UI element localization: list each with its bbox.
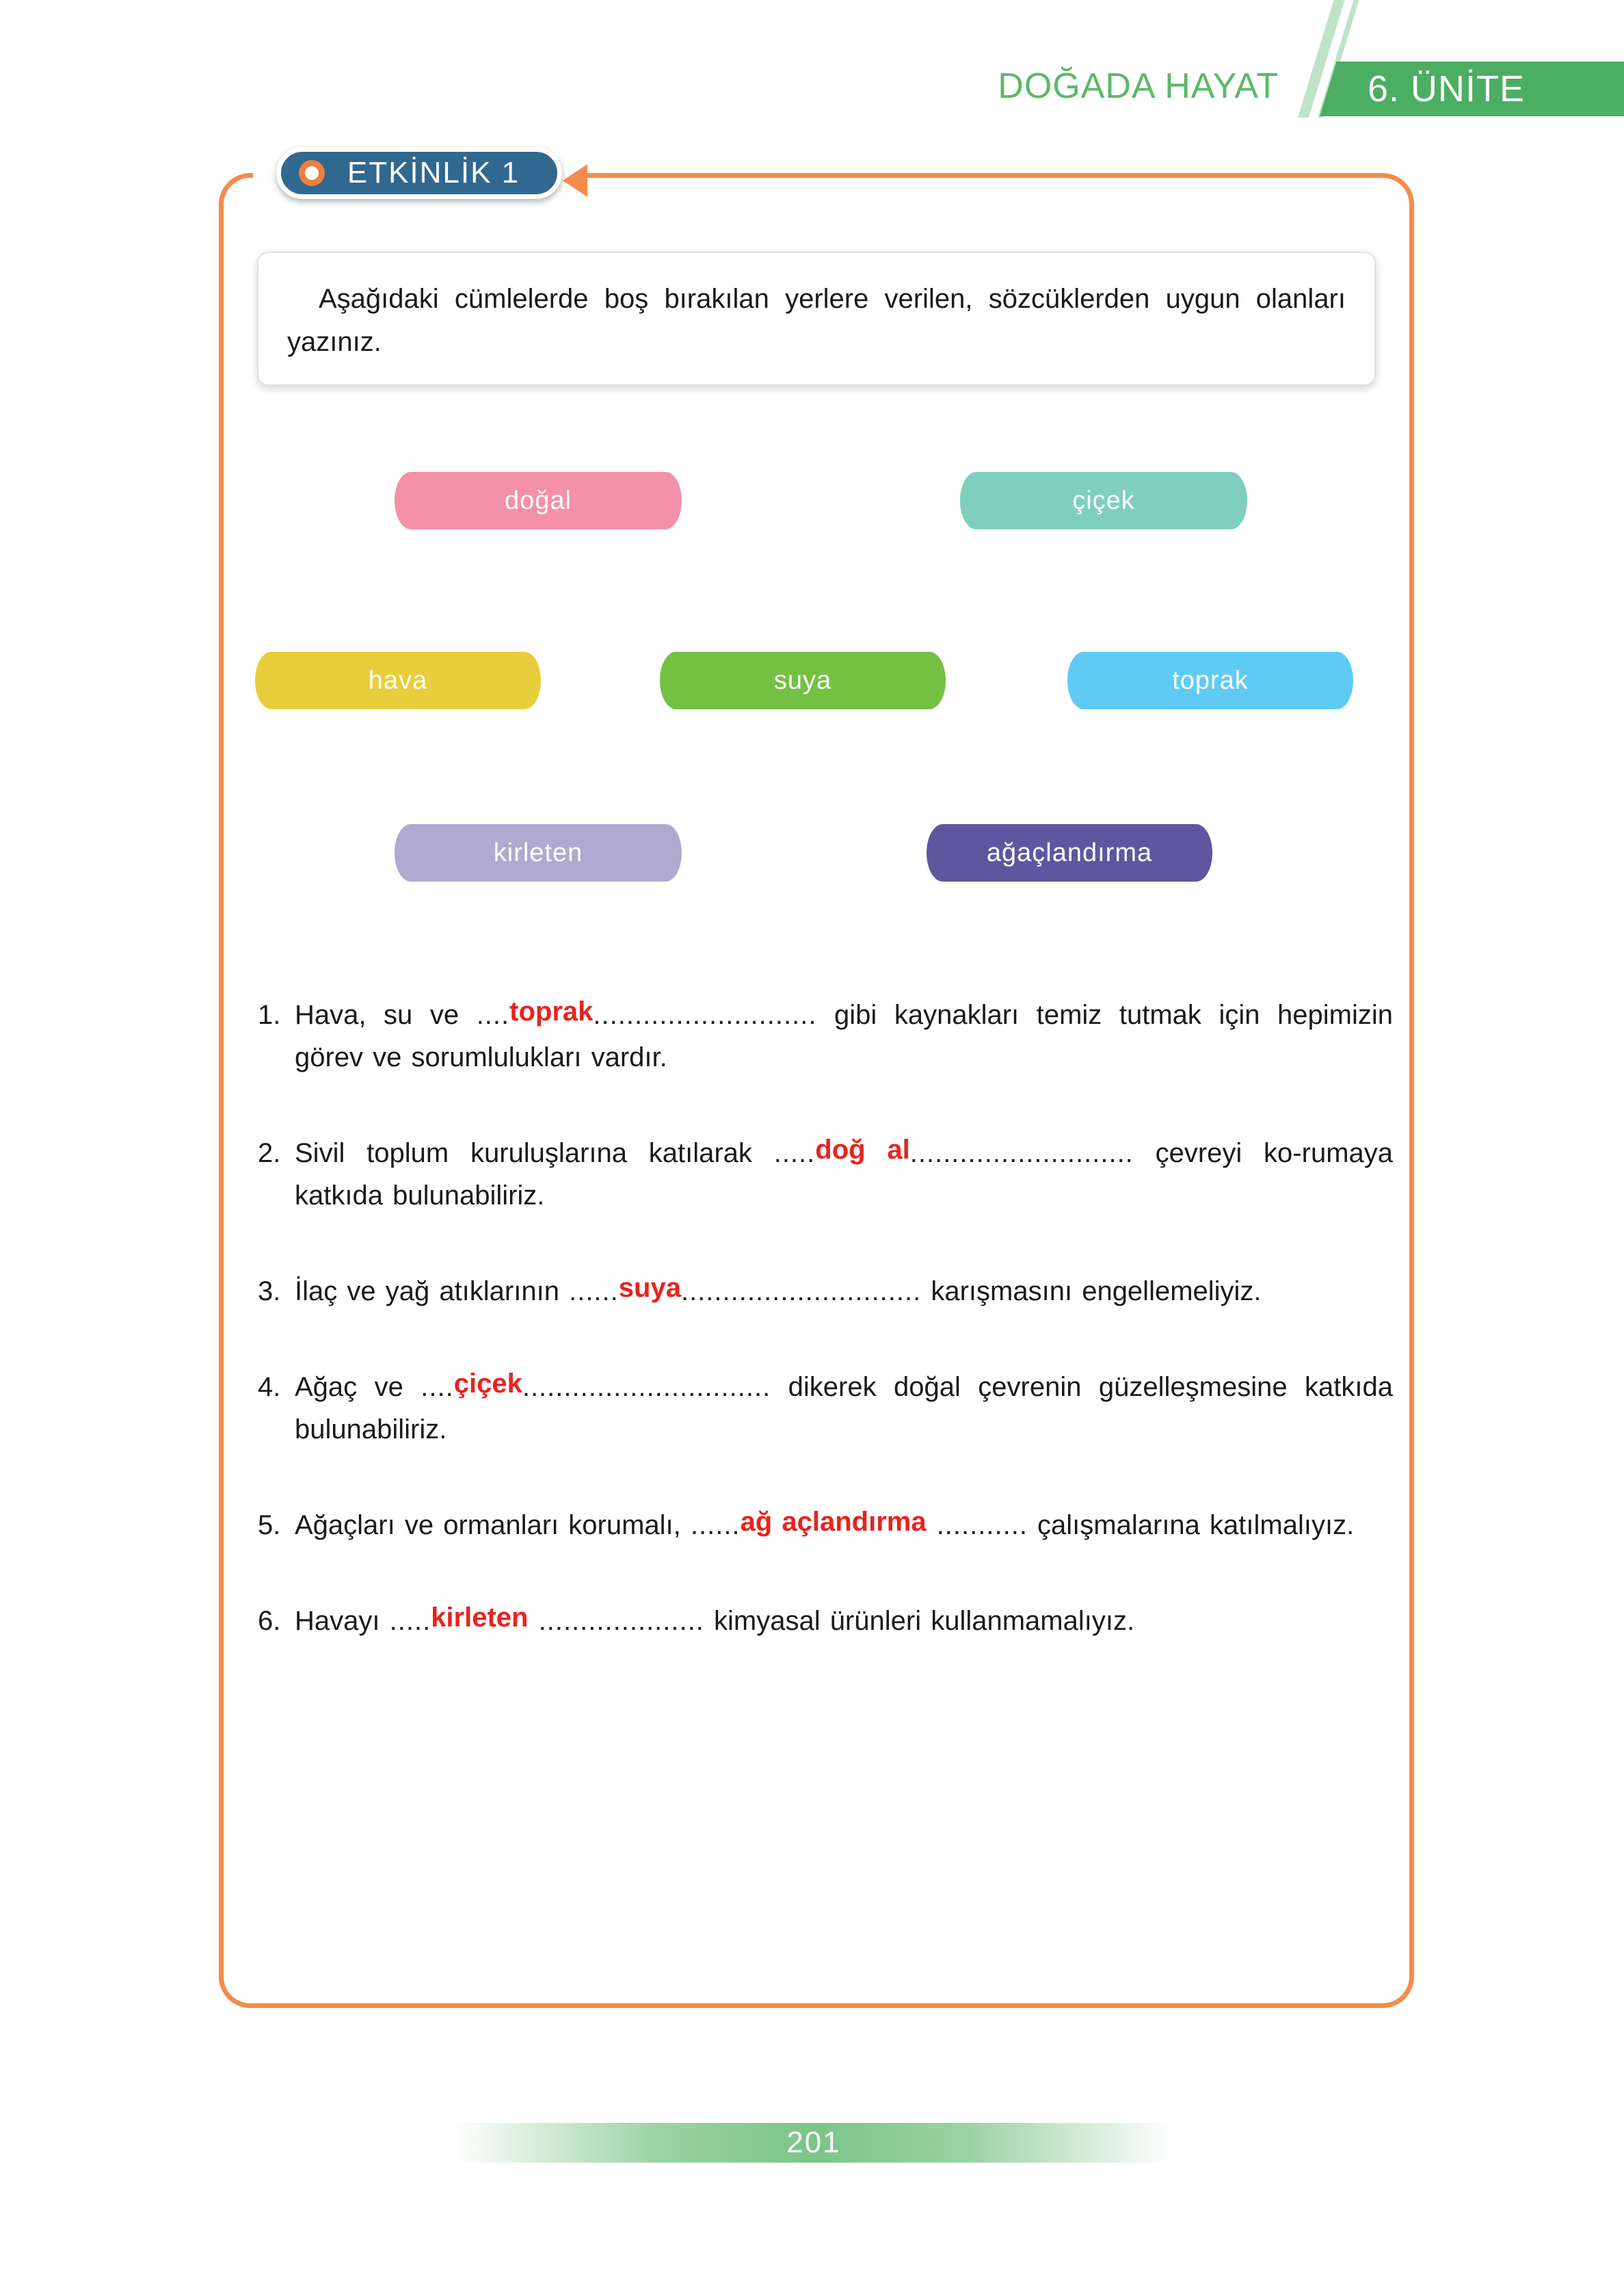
chapter-title: DOĞADA HAYAT [998,66,1279,106]
frame-arrow-icon [563,164,587,197]
question-number: 5. [258,1510,281,1540]
answer-blank[interactable]: çiçek [453,1369,522,1399]
blank-dots-before: ...... [569,1276,619,1306]
word-chip-label: toprak [1172,665,1249,695]
word-chip-label: kirleten [493,838,583,867]
answer-blank[interactable]: doğ al [815,1135,910,1165]
question-item-2 [258,1132,1393,1217]
question-number: 3. [258,1276,281,1306]
word-chip-label: çiçek [1072,486,1135,515]
question-text-after: karışmasını engellemeliyiz. [921,1276,1262,1306]
question-text-after: çevreyi ko-rumaya katkıda bulunabiliriz. [295,1138,1394,1211]
question-text-before: Sivil toplum kuruluşlarına katılarak [295,1138,774,1168]
question-text-after: kimyasal ürünleri kullanmamalıyız. [704,1606,1135,1636]
word-chip-dogal[interactable] [395,472,682,529]
answer-blank[interactable]: kirleten [431,1602,529,1633]
question-text-before: İlaç ve yağ atıklarının [295,1276,570,1306]
word-chip-hava[interactable] [255,652,541,709]
page-header [0,0,1624,130]
question-body [258,1504,1393,1546]
question-text-before: Ağaç ve [295,1372,421,1402]
blank-dots-after: .............................. [522,1372,771,1402]
question-text-before: Ağaçları ve ormanları korumalı, [295,1510,691,1540]
question-text-before: Havayı [295,1606,390,1636]
badge-hole-icon [299,160,325,186]
unit-label: 6. ÜNİTE [1368,68,1526,109]
word-chip-cicek[interactable] [960,472,1247,529]
question-item-6 [258,1600,1393,1642]
word-chip-kirleten[interactable] [395,824,682,882]
blank-dots-before: ...... [690,1510,741,1540]
word-chip-suya[interactable] [660,652,946,709]
page-footer [455,2123,1173,2163]
question-number: 2. [258,1138,281,1168]
question-number: 4. [258,1372,281,1402]
question-text-before: Hava, su ve [295,1000,477,1030]
blank-dots-after: .................... [528,1606,704,1636]
question-text-after: çalışmalarına katılmalıyız. [1027,1510,1355,1540]
activity-badge-label: ETKİNLİK 1 [347,156,520,189]
activity-badge [276,147,562,199]
question-body [258,1600,1393,1642]
question-number: 1. [258,1000,281,1030]
question-text-after: gibi kaynakları temiz tutmak için hepimizin görev ve sorumlulukları vardır. [295,1000,1394,1072]
instruction-box [257,252,1376,386]
word-chip-agaclandirma[interactable] [927,824,1212,882]
word-chip-label: hava [368,665,428,695]
question-body [258,1270,1393,1312]
answer-blank[interactable]: toprak [509,997,594,1027]
instruction-text: Aşağıdaki cümlelerde boş bırakılan yerlere verilen, sözcüklerden uygun olanları yazınız. [287,284,1346,357]
word-chip-label: ağaçlandırma [986,838,1153,867]
blank-dots-before: .... [421,1372,454,1402]
question-item-4 [258,1366,1393,1451]
blank-dots-after: ............................. [680,1276,922,1306]
word-chip-label: doğal [505,486,572,515]
question-number: 6. [258,1606,281,1636]
answer-blank[interactable]: suya [618,1273,681,1303]
question-item-3 [258,1270,1393,1312]
page-number: 201 [786,2126,841,2159]
word-chip-label: suya [773,665,832,695]
question-body [258,1366,1393,1451]
word-chip-toprak[interactable] [1067,652,1353,709]
question-item-5 [258,1504,1393,1546]
blank-dots-before: ..... [389,1606,431,1636]
question-body [258,994,1393,1079]
blank-dots-after: ........................... [593,1000,817,1030]
question-body [258,1132,1393,1217]
blank-dots-before: ..... [773,1138,816,1168]
question-list [258,994,1393,1695]
question-text-after: dikerek doğal çevrenin güzelleşmesine katkıda bulunabiliriz. [295,1372,1393,1444]
question-item-1 [258,994,1393,1079]
blank-dots-before: .... [476,1000,510,1030]
answer-blank[interactable]: ağ açlandırma [740,1507,927,1537]
blank-dots-after: ........................... [909,1138,1134,1168]
blank-dots-after: ........... [926,1510,1028,1540]
